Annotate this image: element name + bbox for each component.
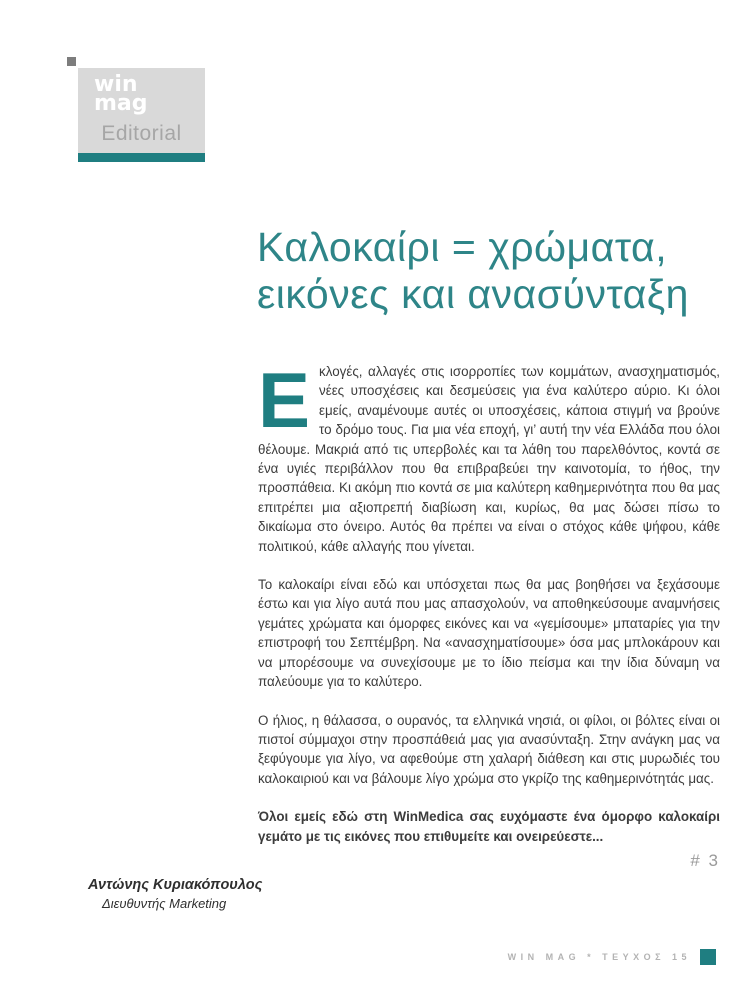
winmag-logo-box <box>78 68 205 153</box>
article-body <box>258 356 720 870</box>
article-title <box>257 224 689 318</box>
article-closing-bold: Όλοι εμείς εδώ στη WinMedica σας ευχόμαστε ένα όμορφο καλοκαίρι γεμάτο με τις εικόνες που επιθυμείτε και ονειρεύεστε... <box>258 809 720 844</box>
logo-accent-bar <box>78 153 205 162</box>
signature-block <box>88 877 262 911</box>
page-number: # 3 <box>690 850 720 870</box>
drop-cap: Ε <box>258 356 311 444</box>
article-paragraph-1 <box>258 356 720 556</box>
article-paragraph-2: Το καλοκαίρι είναι εδώ και υπόσχεται πως θα μας βοηθήσει να ξεχάσουμε έστω και για λίγο αυτά που μας απασχολούν, να αποθηκεύσουμε αναμνήσεις γεμάτες χρώματα και όμορφες εικόνες και να «γεμίσουμε» μπαταρίες για την επιστροφή του Σεπτέμβρη. Να «ανασχηματίσουμε» όσα μας μπλοκάρουν και να μπορέσουμε να συνεχίσουμε με το ίδιο πείσμα και την ίδια δύναμη να παλεύουμε για το καλύτερο. <box>258 577 720 690</box>
article-title-line1: Καλοκαίρι = χρώματα, <box>257 224 668 270</box>
winmag-logo <box>94 72 205 116</box>
article-paragraph-1-text: κλογές, αλλαγές στις ισορροπίες των κομμάτων, ανασχηματισμός, νέες υποσχέσεις και δεσμεύσεις για ένα καλύτερο αύριο. Κι όλοι εμείς, αναμένουμε αυτές οι υποσχέσεις, κάποια στιγμή να βρούνε το δρόμο τους. Για μια νέα εποχή, γι’ αυτή την νέα Ελλάδα που όλοι θέλουμε. Μακριά από τις υπερβολές και τα λάθη του παρελθόντος, κοντά σε ένα υγιές περιβάλλον που θα επιβραβεύει την καινοτομία, το ήθος, την προσπάθεια. Κι ακόμη πιο κοντά σε μια καλύτερη καθημερινότητα που θα μας επιτρέπει μια αξιοπρεπή διαβίωση και, κυρίως, θα μας δώσει πίσω το δικαίωμα στο όνειρο. Αυτός θα πρέπει να είναι ο στόχος κάθε ψήφου, κάθε πολιτικού, κάθε αλλαγής που γίνεται. <box>258 364 720 554</box>
article-paragraph-3: Ο ήλιος, η θάλασσα, ο ουρανός, τα ελληνικά νησιά, οι φίλοι, οι βόλτες είναι οι πιστοί σύμμαχοι στην προσπάθειά μας για ανασύνταξη. Στην ανάγκη μας να ξεφύγουμε για λίγο, να αφεθούμε στη χαλαρή διάθεση και στις μυρωδιές του καλοκαιριού και να βάλουμε λίγο χρώμα στο γκρίζο της καθημερινότητάς μας. <box>258 712 720 786</box>
signature-role: Διευθυντής Marketing <box>102 896 227 911</box>
logo-wordmark-mag: mag <box>94 91 148 116</box>
logo-wordmark-win: win <box>94 72 138 97</box>
winmag-logo-block <box>78 68 205 162</box>
footer-accent-square <box>700 949 716 965</box>
corner-square-decoration <box>67 57 76 66</box>
article-title-line2: εικόνες και ανασύνταξη <box>257 271 689 317</box>
section-label-editorial: Editorial <box>101 122 182 145</box>
page-footer <box>508 949 716 965</box>
signature-name: Αντώνης Κυριακόπουλος <box>88 877 263 893</box>
footer-issue-label: WIN MAG * ΤΕΥΧΟΣ 15 <box>507 952 691 962</box>
